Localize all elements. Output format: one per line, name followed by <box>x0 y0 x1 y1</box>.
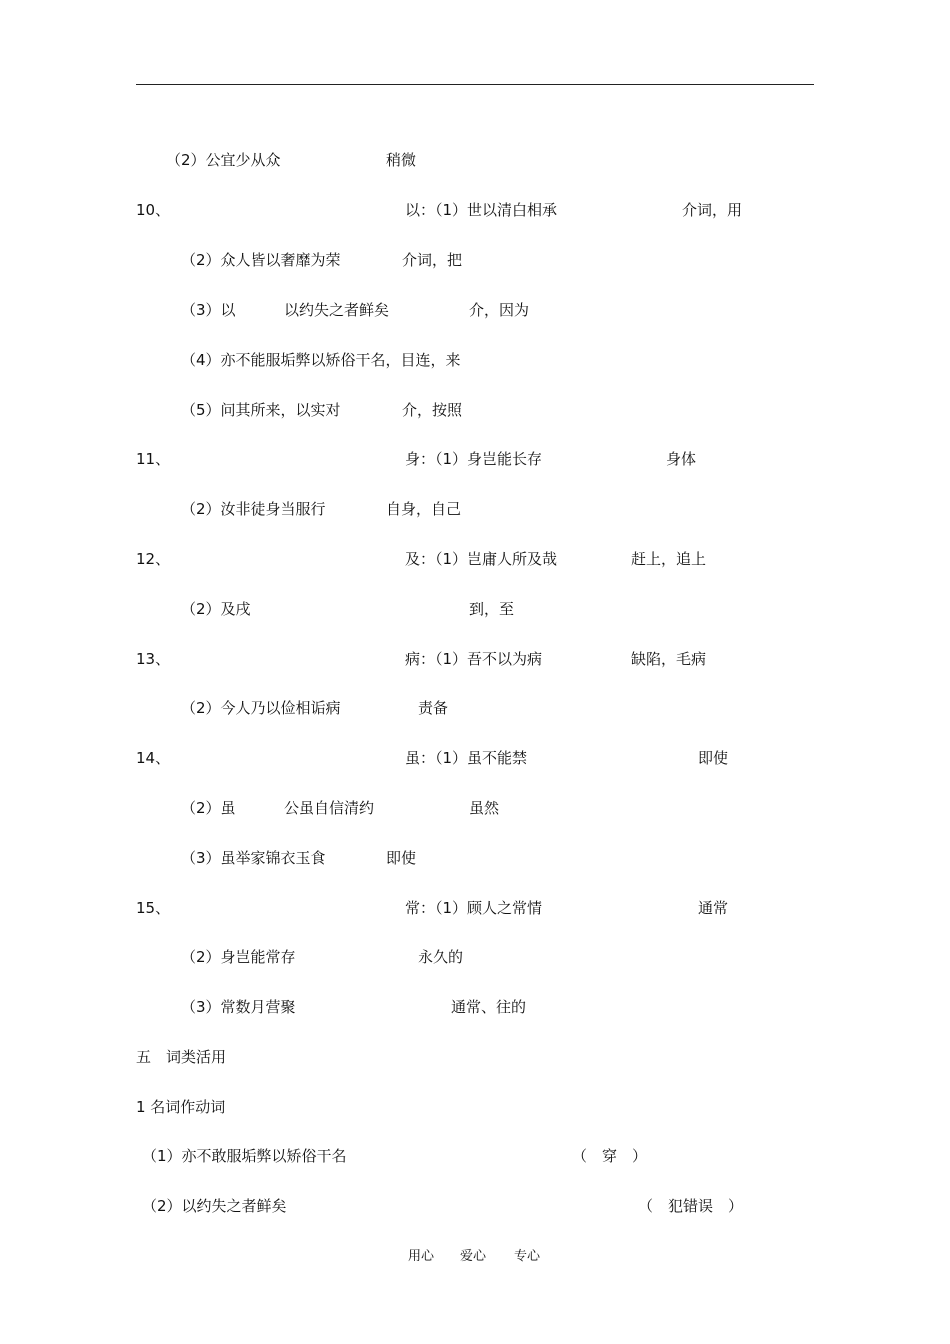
text-line: 缺陷，毛病 <box>631 650 707 668</box>
text-line: 责备 <box>418 699 449 717</box>
text-line: 虽然 <box>469 799 500 817</box>
text-line: （2）以约失之者鲜矣 <box>142 1197 287 1215</box>
text-line: 通常 <box>698 899 729 917</box>
footer-text: 专心 <box>514 1249 541 1264</box>
text-line: 虽：（1）虽不能禁 <box>405 749 528 767</box>
text-line: 自身，自己 <box>386 500 462 518</box>
text-line: （1）亦不敢服垢弊以矫俗干名 <box>142 1147 347 1165</box>
text-line: 常：（1）顾人之常情 <box>405 899 543 917</box>
text-line: （2）身岂能常存 <box>181 948 296 966</box>
text-line: 永久的 <box>418 948 464 966</box>
item-number: 11、 <box>136 450 171 468</box>
item-number: 10、 <box>136 201 171 219</box>
text-line: 以：（1）世以清白相承 <box>405 201 558 219</box>
footer-text: 爱心 <box>460 1249 487 1264</box>
text-line: （2）及戌 <box>181 600 251 618</box>
text-line: 赶上，追上 <box>631 550 707 568</box>
text-line: 介，因为 <box>469 301 530 319</box>
text-line: （4）亦不能服垢弊以矫俗干名，目连，来 <box>181 351 461 369</box>
text-line: （2）众人皆以奢靡为荣 <box>181 251 341 269</box>
item-number: 13、 <box>136 650 171 668</box>
text-line: 身：（1）身岂能长存 <box>405 450 543 468</box>
footer-text: 用心 <box>408 1249 435 1264</box>
section-heading: 五 词类活用 <box>136 1048 227 1066</box>
header-rule <box>136 84 814 85</box>
text-line: （2）今人乃以俭相诟病 <box>181 699 341 717</box>
text-line: （ 犯错误 ） <box>638 1197 744 1215</box>
text-line: （ 穿 ） <box>572 1147 648 1165</box>
text-line: 介词，用 <box>682 201 743 219</box>
text-line: （2）公宜少从众 <box>166 151 281 169</box>
text-line: 公虽自信清约 <box>284 799 375 817</box>
item-number: 14、 <box>136 749 171 767</box>
text-line: 到，至 <box>469 600 515 618</box>
text-line: 介词，把 <box>402 251 463 269</box>
text-line: 即使 <box>386 849 417 867</box>
text-line: 介，按照 <box>402 401 463 419</box>
text-line: （2）汝非徒身当服行 <box>181 500 326 518</box>
subsection-heading: 1 名词作动词 <box>136 1098 226 1116</box>
text-line: 即使 <box>698 749 729 767</box>
item-number: 15、 <box>136 899 171 917</box>
text-line: （5）问其所来，以实对 <box>181 401 341 419</box>
text-line: （3）以 <box>181 301 236 319</box>
text-line: （3）虽举家锦衣玉食 <box>181 849 326 867</box>
item-number: 12、 <box>136 550 171 568</box>
text-line: 及：（1）岂庸人所及哉 <box>405 550 558 568</box>
text-line: 以约失之者鲜矣 <box>284 301 390 319</box>
text-line: （2）虽 <box>181 799 236 817</box>
text-line: 病：（1）吾不以为病 <box>405 650 543 668</box>
text-line: 稍微 <box>386 151 417 169</box>
text-line: 身体 <box>666 450 697 468</box>
text-line: 通常、往的 <box>451 998 527 1016</box>
text-line: （3）常数月营聚 <box>181 998 296 1016</box>
